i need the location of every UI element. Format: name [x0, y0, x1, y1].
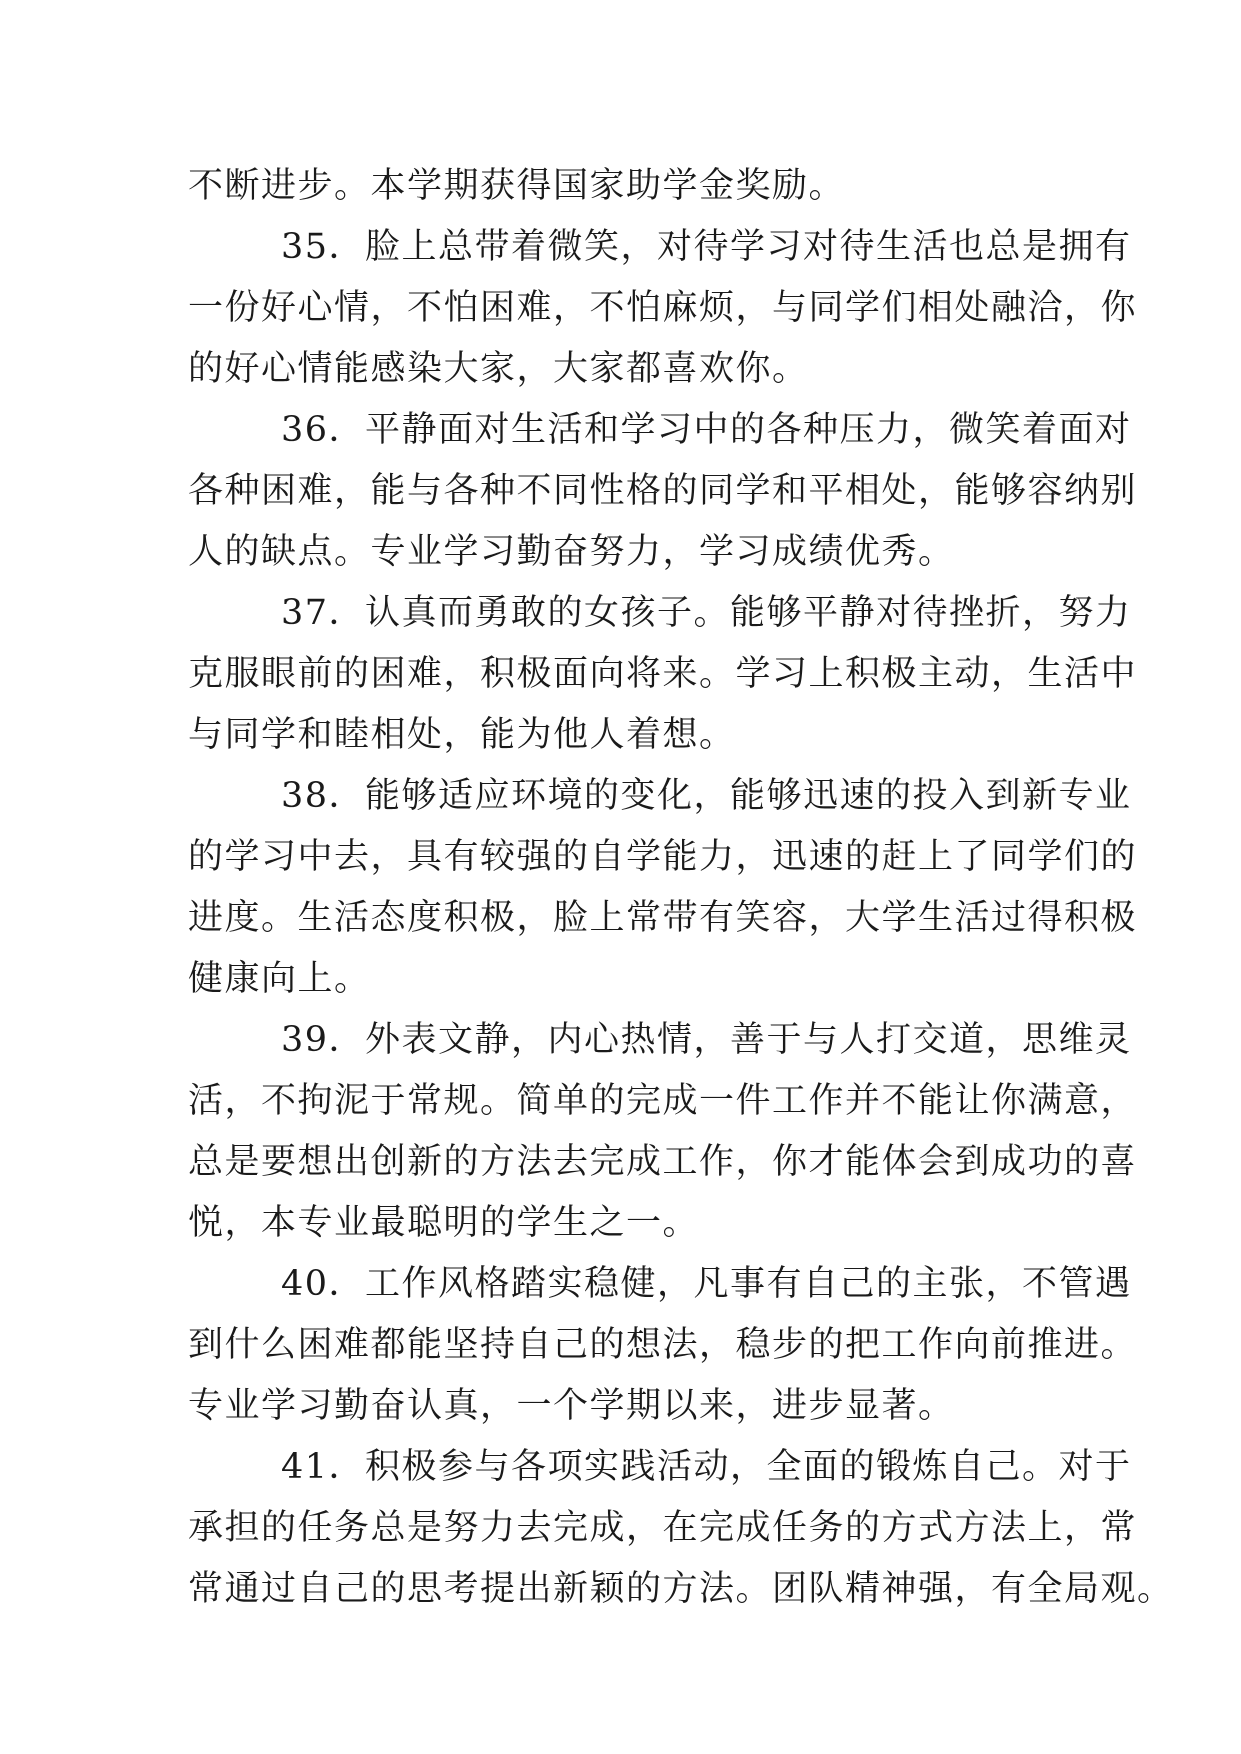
paragraph-37-first-line: 37．认真而勇敢的女孩子。能够平静对待挫折，努力: [281, 593, 1132, 633]
text-line: 的好心情能感染大家，大家都喜欢你。: [188, 349, 809, 389]
text-line: 悦，本专业最聪明的学生之一。: [188, 1203, 700, 1243]
text-line: 克服眼前的困难，积极面向将来。学习上积极主动，生活中: [188, 654, 1138, 694]
text-line: 总是要想出创新的方法去完成工作，你才能体会到成功的喜: [188, 1142, 1138, 1182]
text-line: 各种困难，能与各种不同性格的同学和平相处，能够容纳别: [188, 471, 1138, 511]
text-line: 活，不拘泥于常规。简单的完成一件工作并不能让你满意，: [188, 1081, 1138, 1121]
text-line: 的学习中去，具有较强的自学能力，迅速的赶上了同学们的: [188, 837, 1138, 877]
text-line: 不断进步。本学期获得国家助学金奖励。: [188, 166, 846, 206]
paragraph-36-first-line: 36．平静面对生活和学习中的各种压力，微笑着面对: [281, 410, 1132, 450]
text-line: 人的缺点。专业学习勤奋努力，学习成绩优秀。: [188, 532, 955, 572]
document-body: [188, 156, 1174, 1620]
paragraph-38-first-line: 38．能够适应环境的变化，能够迅速的投入到新专业: [281, 776, 1132, 816]
paragraph-39-first-line: 39．外表文静，内心热情，善于与人打交道，思维灵: [281, 1020, 1132, 1060]
text-line: 健康向上。: [188, 959, 371, 999]
text-line: 一份好心情，不怕困难，不怕麻烦，与同学们相处融洽，你: [188, 288, 1138, 328]
text-line: 专业学习勤奋认真，一个学期以来，进步显著。: [188, 1386, 955, 1426]
text-line: 进度。生活态度积极，脸上常带有笑容，大学生活过得积极: [188, 898, 1138, 938]
paragraph-41-first-line: 41．积极参与各项实践活动，全面的锻炼自己。对于: [281, 1447, 1132, 1487]
paragraph-35-first-line: 35．脸上总带着微笑，对待学习对待生活也总是拥有: [281, 227, 1132, 267]
text-line: 承担的任务总是努力去完成，在完成任务的方式方法上，常: [188, 1508, 1138, 1548]
text-line: 到什么困难都能坚持自己的想法，稳步的把工作向前推进。: [188, 1325, 1138, 1365]
text-line: 与同学和睦相处，能为他人着想。: [188, 715, 736, 755]
paragraph-40-first-line: 40．工作风格踏实稳健，凡事有自己的主张，不管遇: [281, 1264, 1132, 1304]
text-line: 常通过自己的思考提出新颖的方法。团队精神强，有全局观。: [188, 1569, 1174, 1609]
